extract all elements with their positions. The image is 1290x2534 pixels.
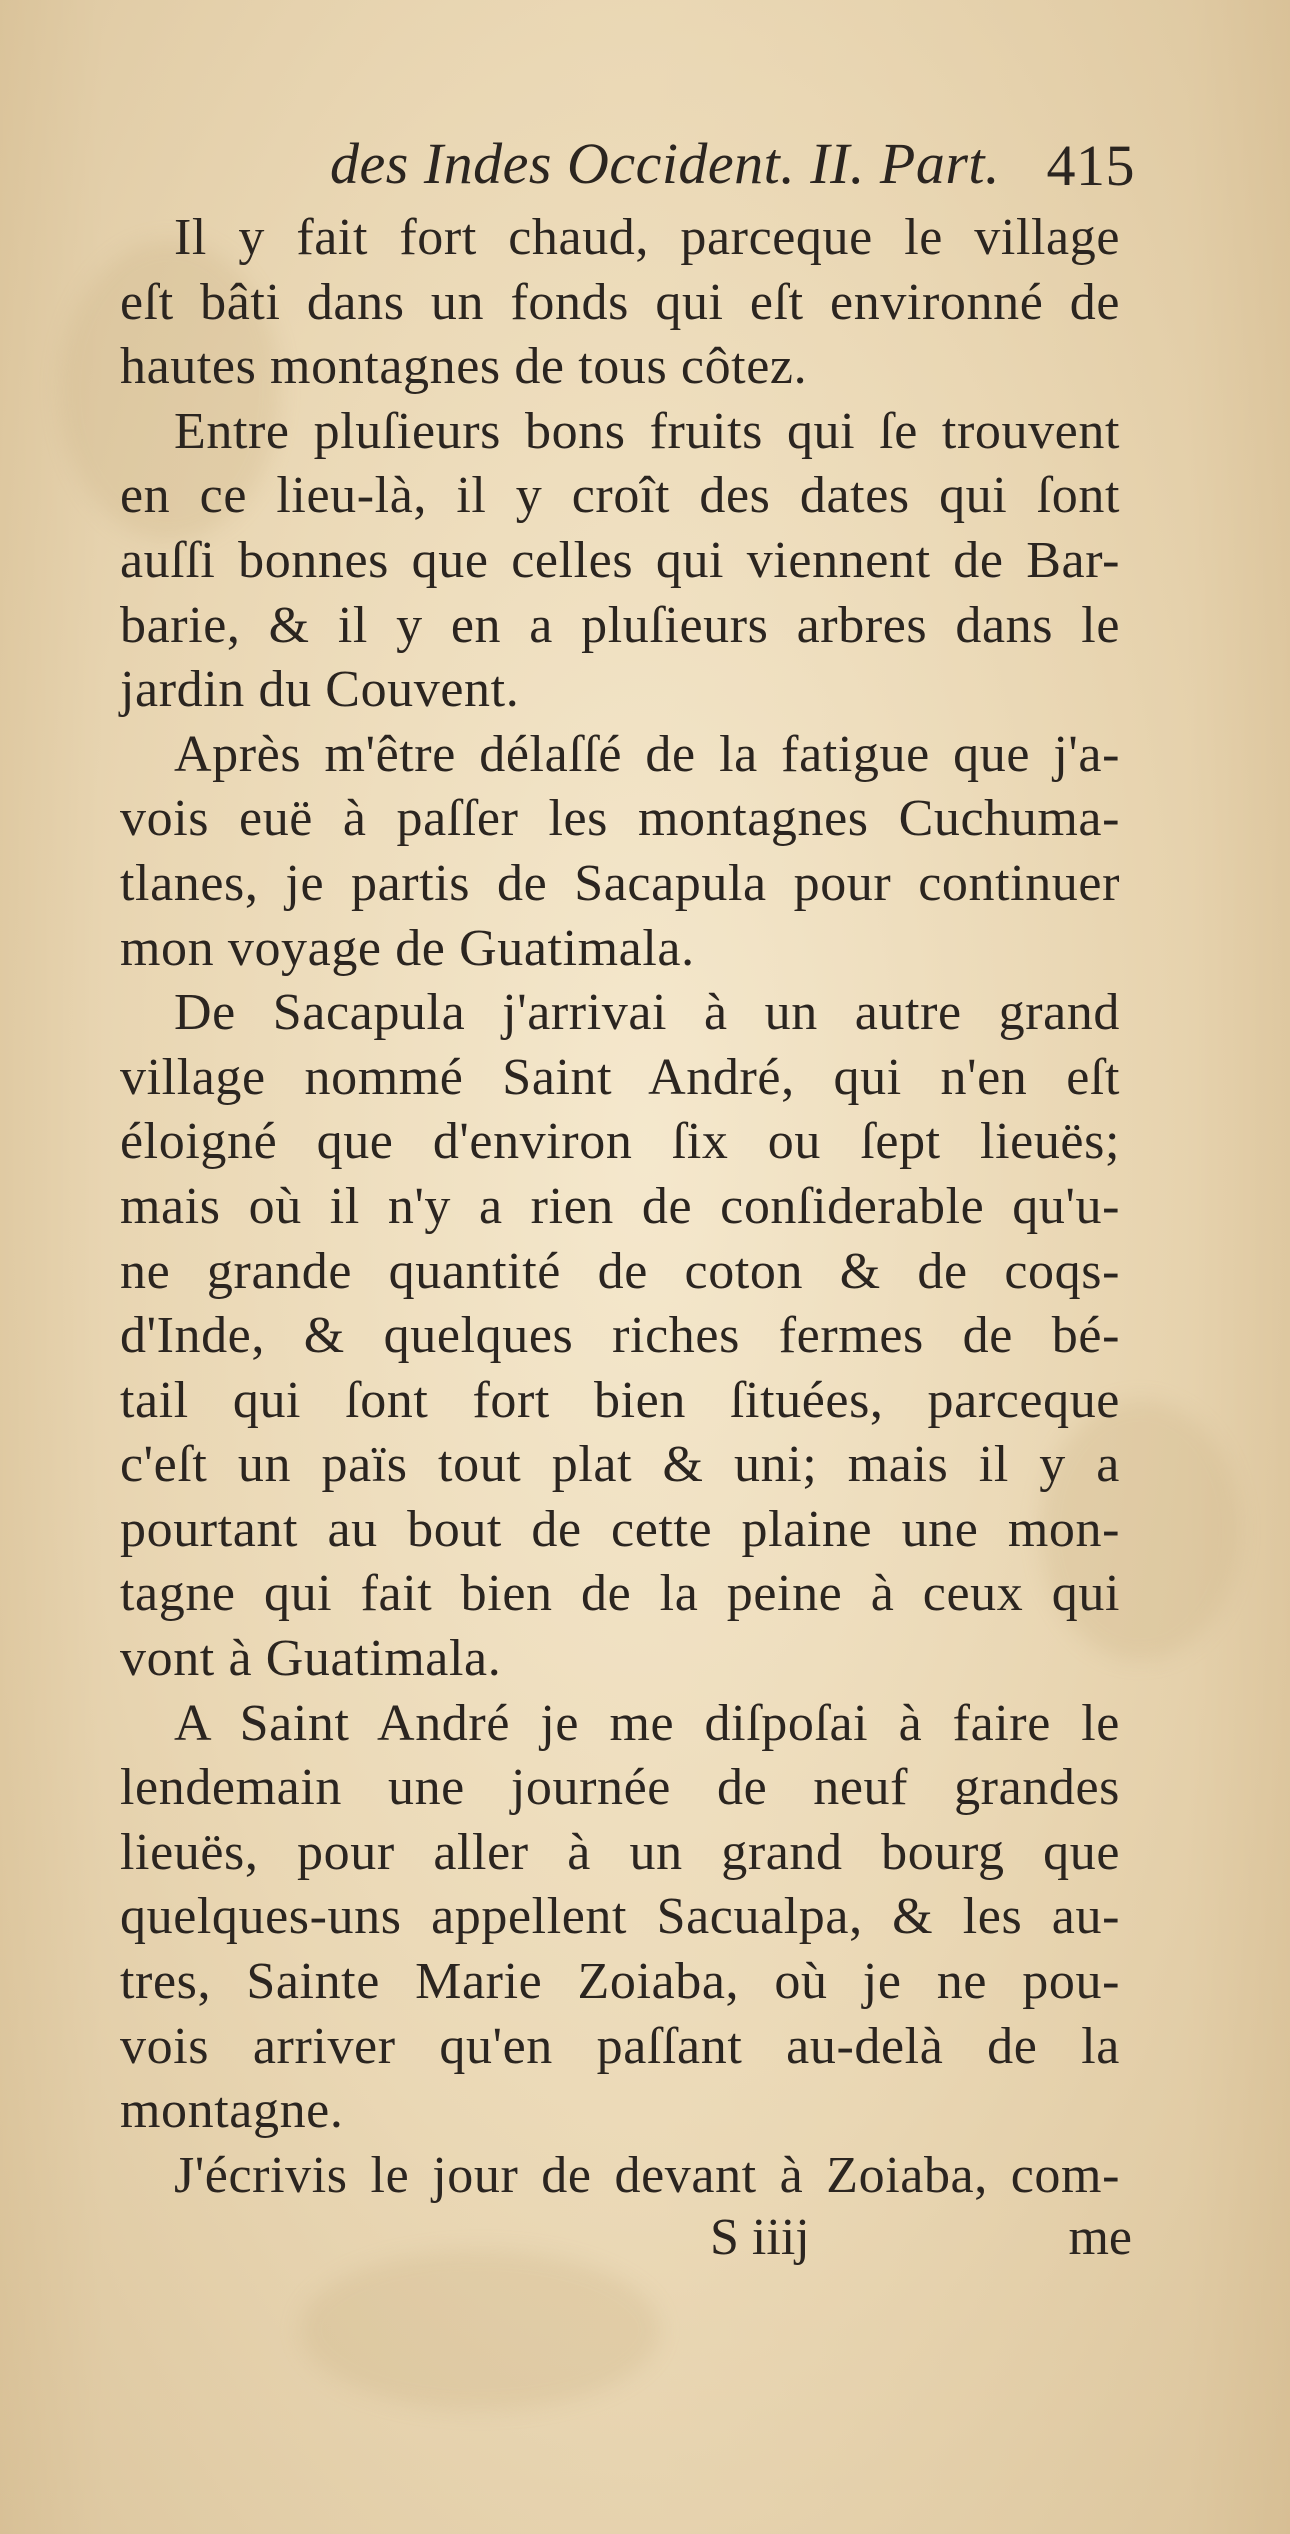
- text-line: vois euë à paſſer les montagnes Cuchuma-: [120, 790, 1120, 848]
- text-line: De Sacapula j'arrivai à un autre grand: [174, 984, 1120, 1042]
- text-line: lieuës, pour aller à un grand bourg que: [120, 1823, 1120, 1881]
- body-text: [120, 206, 1120, 2208]
- text-line: éloigné que d'environ ſix ou ſept lieuës;: [120, 1113, 1120, 1171]
- text-line: jardin du Couvent.: [120, 661, 520, 719]
- text-line: A Saint André je me diſpoſai à faire le: [174, 1694, 1120, 1752]
- page-footer: [120, 2208, 1132, 2272]
- text-line: Après m'être délaſſé de la fatigue que j'a-: [174, 725, 1120, 783]
- text-line: hautes montagnes de tous côtez.: [120, 338, 808, 396]
- text-line: tagne qui fait bien de la peine à ceux qui: [120, 1565, 1120, 1623]
- running-header: [120, 130, 1135, 206]
- text-line: mon voyage de Guatimala.: [120, 919, 695, 977]
- signature-mark: S iiij: [710, 2209, 810, 2267]
- text-line: en ce lieu-là, il y croît des dates qui ſont: [120, 467, 1120, 525]
- text-line: ne grande quantité de coton & de coqs-: [120, 1242, 1120, 1300]
- text-line: lendemain une journée de neuf grandes: [120, 1759, 1120, 1817]
- text-line: c'eſt un païs tout plat & uni; mais il y a: [120, 1436, 1120, 1494]
- running-title: des Indes Occident. II. Part.: [330, 131, 1001, 196]
- catchword: me: [1068, 2209, 1132, 2267]
- text-line: montagne.: [120, 2082, 344, 2140]
- text-line: J'écrivis le jour de devant à Zoiaba, com-: [174, 2146, 1120, 2204]
- book-page: [120, 130, 1135, 2272]
- text-line: mais où il n'y a rien de conſiderable qu'u-: [120, 1177, 1120, 1235]
- text-line: pourtant au bout de cette plaine une mon-: [120, 1500, 1120, 1558]
- text-line: vont à Guatimala.: [120, 1630, 502, 1688]
- text-line: Il y fait fort chaud, parceque le village: [174, 209, 1120, 266]
- text-line: village nommé Saint André, qui n'en eſt: [120, 1048, 1120, 1106]
- text-line: quelques-uns appellent Sacualpa, & les au-: [120, 1888, 1120, 1946]
- page-number: 415: [1046, 133, 1135, 198]
- text-line: Entre pluſieurs bons fruits qui ſe trouvent: [174, 402, 1120, 460]
- text-line: d'Inde, & quelques riches fermes de bé-: [120, 1307, 1120, 1365]
- text-line: auſſi bonnes que celles qui viennent de Bar-: [120, 531, 1120, 589]
- text-line: barie, & il y en a pluſieurs arbres dans le: [120, 596, 1120, 654]
- text-line: tail qui ſont fort bien ſituées, parceque: [120, 1371, 1120, 1429]
- paper-stain: [300, 2250, 660, 2410]
- text-line: vois arriver qu'en paſſant au-delà de la: [120, 2017, 1120, 2075]
- text-line: eſt bâti dans un fonds qui eſt environné de: [120, 273, 1120, 331]
- text-line: tres, Sainte Marie Zoiaba, où je ne pou-: [120, 1953, 1120, 2011]
- text-line: tlanes, je partis de Sacapula pour continuer: [120, 854, 1120, 912]
